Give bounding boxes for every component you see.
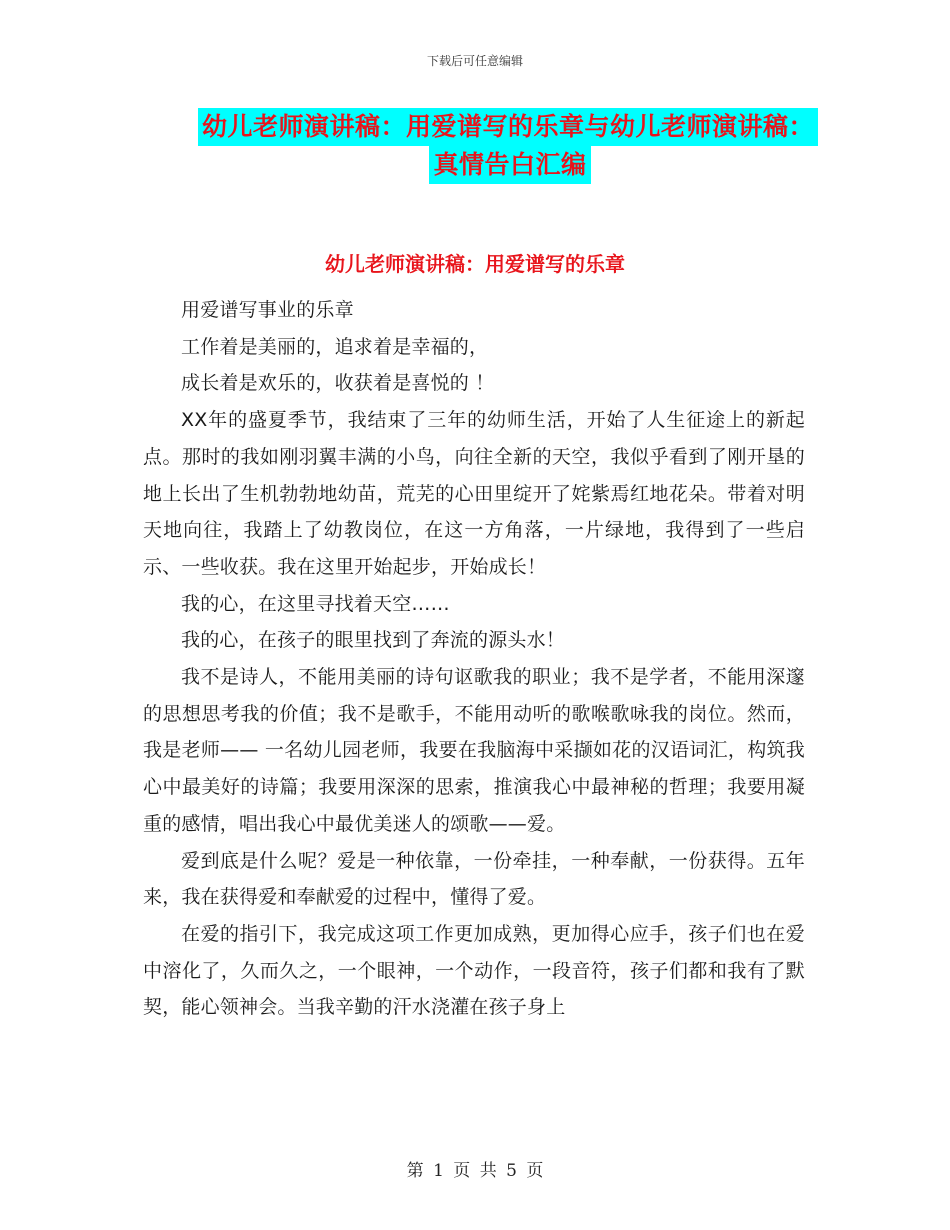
paragraph: 我不是诗人，不能用美丽的诗句讴歌我的职业；我不是学者，不能用深邃的思想思考我的价值；我不是歌手，不能用动听的歌喉歌咏我的岗位。然而，我是老师—— 一名幼儿园老师，我要在我脑海中采撷如花的汉语词汇，构筑我心中最美好的诗篇；我要用深深的思索，推演我心中最神秘的哲理；我要用凝重的感情，唱出我心中最优美迷人的颂歌——爱。	[143, 666, 805, 835]
paragraph: 爱到底是什么呢？爱是一种依靠，一份牵挂，一种奉献，一份获得。五年来，我在获得爱和奉献爱的过程中，懂得了爱。	[143, 849, 805, 909]
paragraph: 我的心，在孩子的眼里找到了奔流的源头水！	[181, 629, 566, 652]
paragraph: 工作着是美丽的，追求着是幸福的，	[181, 335, 489, 358]
paragraph: 成长着是欢乐的，收获着是喜悦的 ！	[181, 372, 495, 395]
paragraph: 我的心，在这里寻找着天空……	[181, 592, 450, 615]
paragraph: 用爱谱写事业的乐章	[181, 299, 354, 321]
paragraph: XX年的盛夏季节，我结束了三年的幼师生活，开始了人生征途上的新起点。那时的我如刚羽翼丰满的小鸟，向往全新的天空，我似乎看到了刚开垦的地上长出了生机勃勃地幼苗，荒芜的心田里绽开了姹紫焉红地花朵。带着对明天地向往，我踏上了幼教岗位，在这一方角落，一片绿地，我得到了一些启示、一些收获。我在这里开始起步，开始成长！	[143, 409, 805, 578]
section-title: 幼儿老师演讲稿：用爱谱写的乐章	[325, 252, 625, 276]
main-title-line-1: 幼儿老师演讲稿：用爱谱写的乐章与幼儿老师演讲稿：	[198, 108, 818, 146]
header-note: 下载后可任意编辑	[426, 54, 523, 68]
paragraph: 在爱的指引下，我完成这项工作更加成熟，更加得心应手，孩子们也在爱中溶化了，久而久之，一个眼神，一个动作，一段音符，孩子们都和我有了默契，能心领神会。当我辛勤的汗水浇灌在孩子身上	[143, 922, 805, 1019]
main-title	[190, 108, 830, 184]
body-text	[143, 292, 805, 1026]
page-number-footer: 第 1 页 共 5 页	[406, 1161, 544, 1181]
main-title-line-2: 真情告白汇编	[429, 146, 590, 184]
